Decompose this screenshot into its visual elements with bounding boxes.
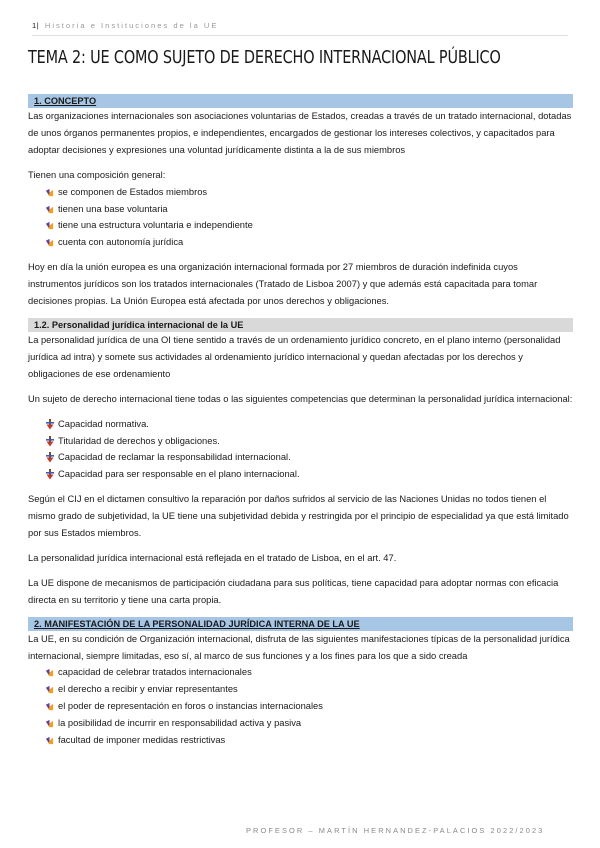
- list-item: tienen una base voluntaria: [45, 201, 573, 218]
- sun-bullet-icon: [45, 205, 54, 214]
- list-item: se componen de Estados miembros: [45, 184, 573, 201]
- document-body: [28, 94, 573, 749]
- sun-bullet-icon: [45, 719, 54, 728]
- list-item: Capacidad para ser responsable en el plano internacional.: [45, 466, 573, 483]
- cij-paragraph: Según el CIJ en el dictamen consultivo la reparación por daños sufridos al servicio de las Naciones Unidas no todos tienen el mismo grado de subjetividad, la UE tiene una subjetividad debida y restringida por el principio de especialidad ya que está limitado por sus Estados miembros.: [28, 494, 569, 539]
- manifestations-list: [28, 664, 573, 749]
- section-heading-concepto: 1. CONCEPTO: [28, 94, 573, 108]
- participation-paragraph: La UE dispone de mecanismos de participación ciudadana para sus políticas, tiene capacidad para adoptar normas con eficacia directa en su territorio y tiene una carta propia.: [28, 577, 559, 605]
- definition-paragraph: Las organizaciones internacionales son asociaciones voluntarias de Estados, creadas a través de un tratado internacional, dotadas de unos órganos permanentes propios, e independientes, encargados de gestionar los intereses colectivos, y capacitados para adoptar decisiones y expresiones una voluntad jurídicamente distinta a la de sus miembros: [28, 111, 572, 155]
- competences-list: [28, 416, 573, 484]
- list-item: el derecho a recibir y enviar representantes: [45, 681, 573, 698]
- composition-list: [28, 184, 573, 252]
- sun-bullet-icon: [45, 188, 54, 197]
- running-header: [32, 21, 568, 36]
- header-separator: |: [36, 21, 39, 30]
- running-title: Historia e Instituciones de la UE: [44, 21, 219, 30]
- list-item: la posibilidad de incurrir en responsabilidad activa y pasiva: [45, 715, 573, 732]
- list-item: Titularidad de derechos y obligaciones.: [45, 433, 573, 450]
- list-item: facultad de imponer medidas restrictivas: [45, 732, 573, 749]
- list-item: capacidad de celebrar tratados internacionales: [45, 664, 573, 681]
- list-item: Capacidad de reclamar la responsabilidad internacional.: [45, 449, 573, 466]
- sun-bullet-icon: [45, 685, 54, 694]
- eu-paragraph: Hoy en día la unión europea es una organización internacional formada por 27 miembros de duración indefinida cuyos instrumentos jurídicos son los tratados internacionales (Tratado de Lisboa 2007) y que además está capacitada para tomar decisiones propias. La Unión Europea está afectada por unos derechos y obligaciones.: [28, 262, 538, 307]
- arrow-down-bullet-icon: [45, 452, 55, 463]
- arrow-down-bullet-icon: [45, 436, 55, 447]
- list-item: Capacidad normativa.: [45, 416, 573, 433]
- competences-intro: Un sujeto de derecho internacional tiene todas o las siguientes competencias que determinan la personalidad jurídica internacional:: [28, 393, 573, 404]
- page-footer: PROFESOR – MARTÍN HERNANDEZ-PALACIOS 2022/2023: [246, 826, 545, 835]
- page-number: 1: [32, 21, 37, 30]
- arrow-down-bullet-icon: [45, 469, 55, 480]
- sun-bullet-icon: [45, 238, 54, 247]
- sun-bullet-icon: [45, 702, 54, 711]
- list-item: tiene una estructura voluntaria e independiente: [45, 217, 573, 234]
- sun-bullet-icon: [45, 221, 54, 230]
- composition-intro: Tienen una composición general:: [28, 169, 166, 180]
- personality-paragraph: La personalidad jurídica de una OI tiene sentido a través de un ordenamiento jurídico concreto, en el plano interno (personalidad jurídica ad intra) y somete sus actividades al ordenamiento jurídico internacional y quedan afectadas por los derechos y obligaciones de ese ordenamiento: [28, 334, 561, 379]
- section-heading-manifestacion: 2. MANIFESTACIÓN DE LA PERSONALIDAD JURÍDICA INTERNA DE LA UE: [28, 617, 573, 631]
- sun-bullet-icon: [45, 736, 54, 745]
- manifestation-intro: La UE, en su condición de Organización internacional, disfruta de las siguientes manifestaciones típicas de la personalidad jurídica internacional, siempre limitadas, eso sí, al marco de sus funciones y a los fines para los que a sido creada: [28, 633, 570, 661]
- page-title: TEMA 2: UE COMO SUJETO DE DERECHO INTERNACIONAL PÚBLICO: [28, 48, 501, 68]
- lisbon-paragraph: La personalidad jurídica internacional está reflejada en el tratado de Lisboa, en el art. 47.: [28, 552, 397, 563]
- subsection-heading-personalidad: 1.2. Personalidad jurídica internacional de la UE: [28, 318, 573, 332]
- sun-bullet-icon: [45, 668, 54, 677]
- list-item: el poder de representación en foros o instancias internacionales: [45, 698, 573, 715]
- list-item: cuenta con autonomía jurídica: [45, 234, 573, 251]
- arrow-down-bullet-icon: [45, 419, 55, 430]
